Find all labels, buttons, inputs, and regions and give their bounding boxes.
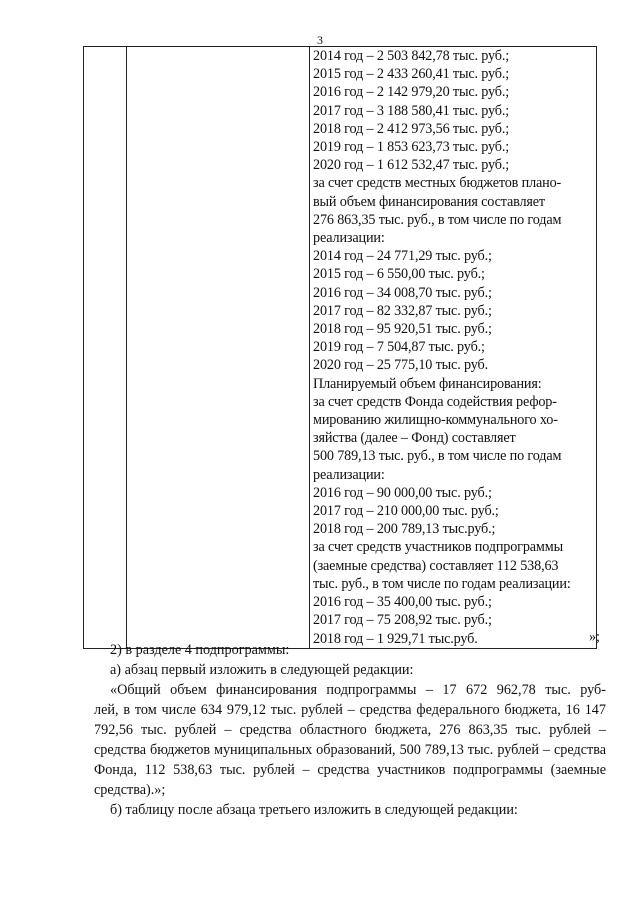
cell-line: мированию жилищно-коммунального хо- — [313, 412, 558, 429]
cell-line: Планируемый объем финансирования: — [313, 375, 542, 392]
cell-line: (заемные средства) составляет 112 538,63 — [313, 557, 559, 574]
cell-line: 2018 год – 200 789,13 тыс.руб.; — [313, 521, 496, 538]
cell-line: 2018 год – 1 929,71 тыс.руб. — [313, 630, 478, 647]
cell-line: 2018 год – 95 920,51 тыс. руб.; — [313, 321, 492, 338]
cell-line: 2016 год – 35 400,00 тыс. руб.; — [313, 594, 492, 611]
cell-line: реализации: — [313, 466, 385, 483]
body-text — [94, 640, 606, 820]
table-cell-content — [310, 47, 597, 649]
cell-line: 2016 год – 90 000,00 тыс. руб.; — [313, 484, 492, 501]
table-cell-name — [127, 47, 310, 649]
closing-quote-mark: »; — [588, 629, 600, 645]
cell-line: 2014 год – 24 771,29 тыс. руб.; — [313, 248, 492, 265]
financing-table — [83, 46, 597, 649]
paragraph-table-after-third: б) таблицу после абзаца третьего изложить в следующей редакции: — [110, 802, 518, 818]
paragraph-section-4: 2) в разделе 4 подпрограммы: — [110, 642, 290, 658]
paragraph-total-financing-line1: «Общий объем финансирования подпрограммы – 17 672 962,78 тыс. руб- — [110, 682, 606, 698]
cell-line: реализации: — [313, 230, 385, 247]
cell-line: 2019 год – 1 853 623,73 тыс. руб.; — [313, 139, 510, 156]
cell-line: 2017 год – 3 188 580,41 тыс. руб.; — [313, 102, 510, 119]
cell-line: 276 863,35 тыс. руб., в том числе по годам — [313, 211, 562, 228]
cell-line: тыс. руб., в том числе по годам реализации: — [313, 575, 571, 592]
cell-line: 2016 год – 34 008,70 тыс. руб.; — [313, 284, 492, 301]
cell-line: 2018 год – 2 412 973,56 тыс. руб.; — [313, 120, 510, 137]
cell-line: 500 789,13 тыс. руб., в том числе по годам — [313, 448, 562, 465]
cell-line: вый объем финансирования составляет — [313, 193, 545, 210]
page-number: 3 — [317, 33, 323, 47]
paragraph-total-financing-rest: лей, в том числе 634 979,12 тыс. рублей – средства федерального бюджета, 16 147 792,56 тыс. рублей – средства областного бюджета, 276 863,35 тыс. рублей – средства бюджетов муниципальных образований, 500 789,13 тыс. рублей – средства Фонда, 112 538,63 тыс. рублей – средства участников подпрограммы (заемные средства).»; — [94, 702, 606, 798]
cell-line: 2017 год – 210 000,00 тыс. руб.; — [313, 503, 499, 520]
table-row — [84, 47, 597, 649]
cell-line: 2017 год – 75 208,92 тыс. руб.; — [313, 612, 492, 629]
cell-line: за счет средств участников подпрограммы — [313, 539, 563, 556]
cell-lines — [313, 47, 596, 648]
cell-line: 2020 год – 1 612 532,47 тыс. руб.; — [313, 157, 510, 174]
cell-line: 2015 год – 2 433 260,41 тыс. руб.; — [313, 66, 510, 83]
cell-line: зяйства (далее – Фонд) составляет — [313, 430, 516, 447]
cell-line: 2017 год – 82 332,87 тыс. руб.; — [313, 302, 492, 319]
paragraph-abzac-first: а) абзац первый изложить в следующей редакции: — [110, 662, 414, 678]
cell-line: 2019 год – 7 504,87 тыс. руб.; — [313, 339, 485, 356]
table-cell-number — [84, 47, 127, 649]
cell-line: 2020 год – 25 775,10 тыс. руб. — [313, 357, 488, 374]
cell-line: 2016 год – 2 142 979,20 тыс. руб.; — [313, 84, 510, 101]
cell-line: за счет средств местных бюджетов плано- — [313, 175, 562, 192]
cell-line: 2015 год – 6 550,00 тыс. руб.; — [313, 266, 485, 283]
cell-line: за счет средств Фонда содействия рефор- — [313, 393, 557, 410]
cell-line: 2014 год – 2 503 842,78 тыс. руб.; — [313, 48, 510, 64]
